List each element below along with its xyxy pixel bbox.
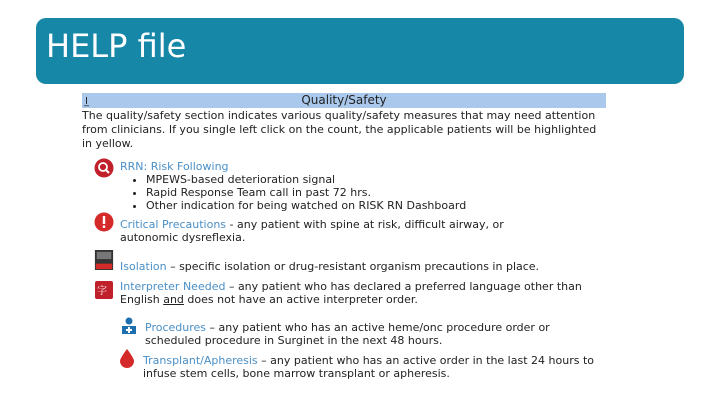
bullet-item: • Other indication for being watched on RISK RN Dashboard (146, 199, 600, 212)
item-text: - any patient with spine at risk, difficult airway, or autonomic dysreflexia. (120, 218, 504, 244)
list-item-transplant-apheresis (143, 354, 613, 380)
item-label: Critical Precautions (120, 218, 227, 231)
bullet-item: • MPEWS-based deterioration signal (146, 173, 600, 186)
list-item-critical-precautions (120, 218, 560, 244)
list-item-procedures (145, 321, 585, 347)
item-label: Procedures (145, 321, 206, 334)
item-text: – specific isolation or drug-resistant organism precautions in place. (166, 260, 540, 273)
list-item-interpreter-needed (97, 280, 590, 306)
page-title: HELP file (46, 27, 187, 65)
help-document (80, 92, 610, 392)
intro-paragraph: The quality/safety section indicates various quality/safety measures that may need attention from clinicians. If you single left click on the count, the applicable patients will be highlighted in yellow. (82, 109, 597, 150)
section-title: Quality/Safety (301, 93, 387, 107)
procedure-icon (119, 316, 139, 336)
bullet-item: • Rapid Response Team call in past 72 hrs. (146, 186, 600, 199)
section-header (82, 93, 606, 108)
magnifier-alert-icon (94, 158, 114, 178)
item-text: does not have an active interpreter order. (183, 293, 418, 306)
item-label: RRN: Risk Following (120, 160, 229, 173)
isolation-sign-icon (94, 250, 114, 270)
interpreter-icon (94, 280, 114, 300)
blood-drop-icon (117, 348, 137, 368)
title-bar (36, 18, 684, 84)
item-label: Transplant/Apheresis (143, 354, 258, 367)
list-item-isolation (120, 260, 600, 273)
text-cursor-icon: I̲ (85, 96, 88, 107)
exclamation-alert-icon (94, 212, 114, 232)
svg-text:字: 字 (97, 286, 107, 297)
item-text-emphasis: and (163, 293, 184, 306)
item-text: – any patient who has declared a preferred language other than English (120, 280, 582, 306)
item-text: – any patient who has an active heme/onc procedure order or scheduled procedure in Surginet in the next 48 hours. (145, 321, 550, 347)
item-label: Interpreter Needed (120, 280, 226, 293)
item-text: – any patient who has an active order in the last 24 hours to infuse stem cells, bone marrow transplant or apheresis. (143, 354, 594, 380)
list-item-rrn (120, 160, 600, 212)
item-label: Isolation (120, 260, 167, 273)
